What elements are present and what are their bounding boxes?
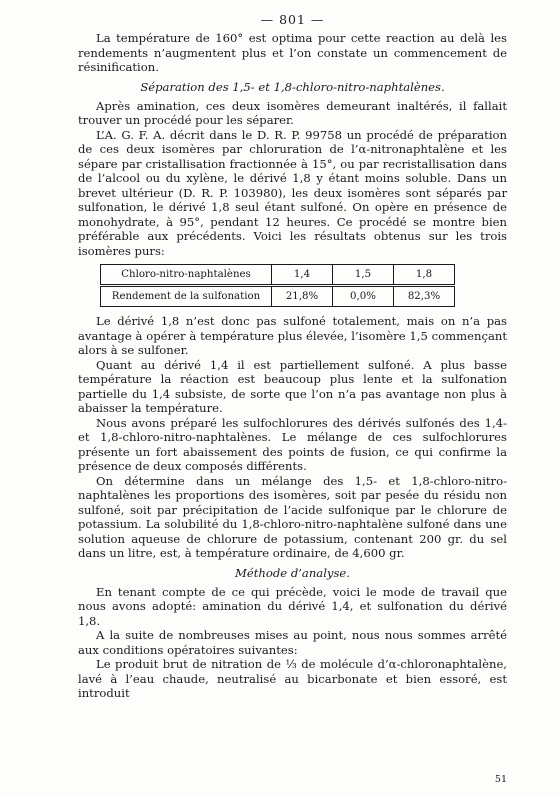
table-cell: 1,4 [272,265,333,286]
paragraph: On détermine dans un mélange des 1,5- et 1,8-chloro-nitro-naphtalènes les proportions des isomères, soit par pesée du résidu non sulfoné, soit par précipitation de l’acide sulfonique par le chlorure de potassium. La solubilité du 1,8-chloro-nitro-naphtalène sulfoné dans une solution aqueuse de chlorure de potassium, contenant 200 gr. du sel dans un litre, est, à température ordinaire, de 4,600 gr. [78,473,507,560]
table-cell: 0,0% [333,286,394,307]
table-row [101,286,455,307]
paragraph: Après amination, ces deux isomères demeurant inaltérés, il fallait trouver un procédé pour les séparer. [78,98,507,127]
paragraph: Le dérivé 1,8 n’est donc pas sulfoné totalement, mais on n’a pas avantage à opérer à température plus élevée, l’isomère 1,5 commençant alors à se sulfoner. [78,314,507,357]
paragraph: Le produit brut de nitration de ⅓ de molécule d’α-chloronaphtalène, lavé à l’eau chaude, neutralisé au bicarbonate et bien essoré, est introduit [78,657,507,700]
table-header-row [101,265,455,286]
page-number: — 801 — [260,12,325,27]
section-heading-methode: Méthode d’analyse. [235,565,350,580]
sulfonation-results-table [100,264,455,307]
table-cell: 1,5 [333,265,394,286]
table-cell: Rendement de la sulfonation [101,286,272,307]
table-cell: Chloro-nitro-naphtalènes [101,265,272,286]
paragraph: En tenant compte de ce qui précède, voici le mode de travail que nous avons adopté: amination du dérivé 1,4, et sulfonation du dérivé 1,8. [78,584,507,628]
paragraph: Nous avons préparé les sulfochlorures des dérivés sulfonés des 1,4- et 1,8-chloro-nitro-naphtalènes. Le mélange de ces sulfochlorures présente un fort abaissement des points de fusion, ce qui confirme la présence de deux composés différents. [78,415,507,473]
paragraph: A la suite de nombreuses mises au point, nous nous sommes arrêté aux conditions opératoires suivantes: [78,628,507,657]
printer-signature: 51 [494,774,507,785]
table-cell: 82,3% [394,286,455,307]
paragraph: Quant au dérivé 1,4 il est partiellement sulfoné. A plus basse température la réaction est beaucoup plus lente et la sulfonation partielle du 1,4 subsiste, de sorte que l’on n’a pas avantage non plus à abaisser la température. [78,357,507,415]
paragraph: L’A. G. F. A. décrit dans le D. R. P. 99758 un procédé de préparation de ces deux isomères par chloruration de l’α-nitronaphtalène et les sépare par cristallisation fractionnée à 15°, ou par recristallisation dans de l’alcool ou du xylène, le dérivé 1,8 y étant moins soluble. Dans un brevet ultérieur (D. R. P. 103980), les deux isomères sont séparés par sulfonation, le dérivé 1,8 seul étant sulfoné. On opère en présence de monohydrate, à 95°, pendant 12 heures. Ce procédé se montre bien préférable aux précédents. Voici les résultats obtenus sur les trois isomères purs: [78,127,507,258]
section-heading-separation: Séparation des 1,5- et 1,8-chloro-nitro-naphtalènes. [140,79,445,94]
intro-paragraph: La température de 160° est optima pour cette reaction au delà les rendements n’augmentent plus et l’on constate un commencement de résinification. [78,31,507,74]
table-cell: 1,8 [394,265,455,286]
table-cell: 21,8% [272,286,333,307]
